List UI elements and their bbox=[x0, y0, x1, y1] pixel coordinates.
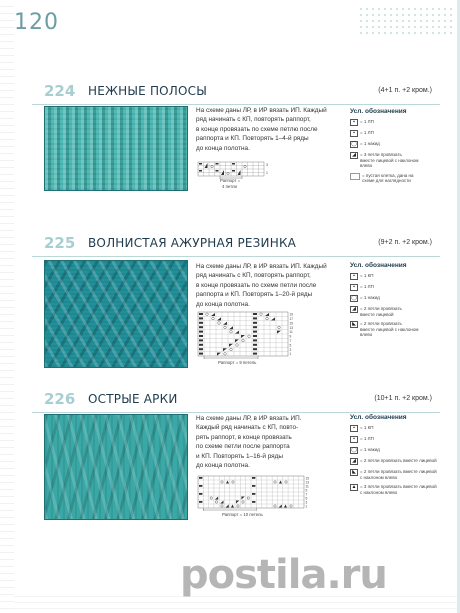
pattern-description: На схеме даны ЛР, в ИР вязать ИП. Каждый ряд начинать с КП, повторять раппорт, в конце провязать по схеме петли после раппорта и КП. Повторять 1–20-й ряды до конца полотна. bbox=[196, 263, 327, 308]
repeat-label: Раппорт = 10 петель bbox=[222, 512, 263, 517]
legend-item: ◢ = 2 петли провязать вместе лицевой bbox=[350, 306, 444, 317]
row-label: 3 bbox=[289, 347, 292, 352]
stitch-count: (10+1 п. +2 кром.) bbox=[374, 395, 432, 402]
knit-stitch-icon: ▪ bbox=[350, 119, 358, 126]
row-label: 9 bbox=[289, 334, 292, 339]
chart-grid bbox=[196, 310, 296, 366]
row-label: 5 bbox=[289, 343, 292, 348]
knitting-chart bbox=[196, 160, 276, 189]
row-label: 13 bbox=[305, 480, 310, 485]
header-rule bbox=[32, 104, 440, 105]
purl-stitch-icon: ▪ bbox=[350, 436, 358, 443]
row-label: 11 bbox=[305, 484, 309, 489]
header-rule bbox=[32, 256, 440, 257]
yarn-over-icon: ◯ bbox=[351, 141, 357, 147]
row-label: 19 bbox=[289, 312, 294, 317]
knit-sample-photo bbox=[44, 106, 188, 191]
row-label: 15 bbox=[305, 476, 310, 481]
legend-item: ◢ = 2 петли провязать вместе лицевой bbox=[350, 458, 444, 465]
legend bbox=[350, 414, 444, 499]
pattern-number: 225 bbox=[44, 234, 76, 252]
decrease-left-icon: ◣ bbox=[350, 469, 358, 476]
legend-item: ◯ = 1 накид bbox=[351, 447, 380, 453]
row-label: 1 bbox=[266, 171, 268, 175]
stitch-count: (4+1 п. +2 кром.) bbox=[378, 87, 432, 94]
decrease-right-icon: ◢ bbox=[350, 306, 358, 313]
row-label: 7 bbox=[305, 492, 308, 497]
knitting-chart bbox=[196, 310, 296, 366]
row-label: 7 bbox=[289, 339, 292, 343]
pattern-title: ОСТРЫЕ АРКИ bbox=[88, 392, 178, 406]
knit-stitch-icon: ▪ bbox=[350, 273, 358, 280]
legend-item: ▪ = 1 ЛП bbox=[350, 130, 444, 137]
page-number: 120 bbox=[14, 10, 59, 35]
legend-item: ▪ = 1 КП bbox=[350, 425, 444, 432]
section-header bbox=[32, 390, 440, 412]
empty-cell-icon bbox=[350, 173, 360, 180]
repeat-label: Раппорт = bbox=[220, 178, 241, 183]
yarn-over-icon: ◯ bbox=[351, 295, 357, 301]
legend bbox=[350, 108, 444, 188]
decrease-left-icon: ◢ bbox=[350, 152, 358, 159]
legend-item: ▪ = 1 ЛП bbox=[350, 436, 444, 443]
header-rule bbox=[32, 412, 440, 413]
watermark-text: postila.ru bbox=[180, 552, 387, 598]
row-label: 9 bbox=[305, 488, 308, 493]
repeat-count: 4 петли bbox=[222, 184, 237, 189]
knit-sample-photo bbox=[44, 260, 188, 368]
decrease-right-icon: ◢ bbox=[350, 458, 358, 465]
pattern-number: 224 bbox=[44, 82, 76, 100]
legend-item: ◣ = 2 петли провязать вместе лицевой с наклоном влево bbox=[350, 321, 444, 338]
row-label: 13 bbox=[289, 325, 294, 330]
section-header bbox=[32, 82, 440, 104]
corner-dot-pattern bbox=[358, 6, 454, 36]
purl-stitch-icon: ▪ bbox=[350, 130, 358, 137]
pattern-title: ВОЛНИСТАЯ АЖУРНАЯ РЕЗИНКА bbox=[88, 236, 297, 250]
triple-decrease-icon: ▲ bbox=[351, 484, 357, 491]
legend-item: ▪ = 1 ЛП bbox=[350, 119, 444, 126]
legend bbox=[350, 262, 444, 342]
pattern-number: 226 bbox=[44, 390, 76, 408]
pattern-description: На схеме даны ЛР, в ИР вязать ИП. Каждый ряд начинать с КП, повто- рять раппорт, в конце провязать по схеме петли после раппорта и КП. Повторять 1–16-й ряды до конца полотна. bbox=[196, 415, 302, 470]
legend-item: = пустая клетка, дана на схеме для наглядности bbox=[350, 173, 444, 184]
left-decorative-strip bbox=[0, 0, 14, 613]
legend-title: Усл. обозначения bbox=[350, 414, 407, 421]
legend-item: ◯ = 1 накид bbox=[351, 295, 380, 301]
legend-item: ▲ = 3 петли провязать вместе лицевой с наклоном влево bbox=[351, 484, 437, 495]
knit-stitch-icon: ▪ bbox=[350, 425, 358, 432]
row-label: 15 bbox=[289, 321, 294, 326]
row-label: 17 bbox=[289, 317, 294, 321]
knitting-chart bbox=[196, 474, 314, 518]
row-label: 1 bbox=[305, 504, 308, 509]
legend-item: ◯ = 1 накид bbox=[351, 141, 380, 147]
row-label: 3 bbox=[305, 500, 308, 505]
row-label: 3 bbox=[266, 163, 268, 167]
legend-item: ◢ = 3 петли провязать вместе лицевой с наклоном влево bbox=[350, 152, 444, 169]
legend-title: Усл. обозначения bbox=[350, 262, 407, 269]
legend-item: ▪ = 1 ЛП bbox=[350, 284, 444, 291]
section-header bbox=[32, 234, 440, 256]
yarn-over-icon: ◯ bbox=[351, 447, 357, 453]
pattern-section-225 bbox=[32, 234, 440, 376]
row-label: 11 bbox=[289, 330, 293, 335]
knit-sample-photo bbox=[44, 414, 188, 520]
stitch-count: (9+2 п. +2 кром.) bbox=[378, 239, 432, 246]
pattern-section-224 bbox=[32, 82, 440, 192]
repeat-label: Раппорт = 9 петель bbox=[218, 360, 257, 365]
postila-watermark bbox=[180, 552, 444, 604]
row-label: 1 bbox=[289, 352, 292, 357]
legend-item: ◣ = 2 петли провязать вместе лицевой с наклоном влево bbox=[350, 469, 444, 480]
legend-item: ▪ = 1 КП bbox=[350, 273, 444, 280]
decrease-left-icon: ◣ bbox=[350, 321, 358, 328]
pattern-section-226 bbox=[32, 390, 440, 532]
row-label: 5 bbox=[305, 496, 308, 501]
pattern-description: На схеме даны ЛР, в ИР вязать ИП. Каждый ряд начинать с КП, повторять раппорт, в конце провязать по схеме петлю после раппорта и КП. Повторять 1–4-й ряды до конца полотна. bbox=[196, 107, 327, 152]
pattern-title: НЕЖНЫЕ ПОЛОСЫ bbox=[88, 84, 208, 98]
purl-stitch-icon: ▪ bbox=[350, 284, 358, 291]
legend-title: Усл. обозначения bbox=[350, 108, 407, 115]
